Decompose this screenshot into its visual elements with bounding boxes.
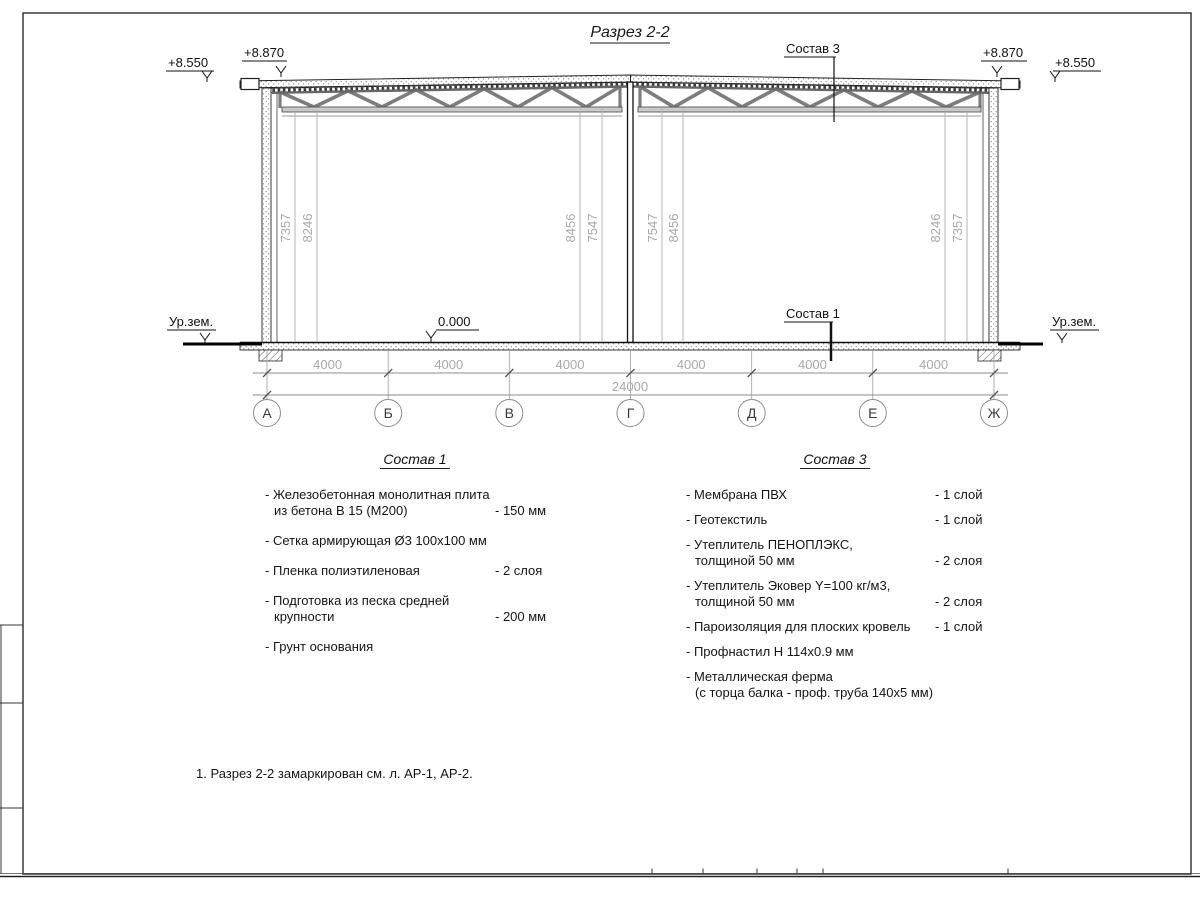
vdim-label: 8456 [666, 213, 681, 243]
wall-right [989, 88, 998, 343]
vdim-label: 7547 [585, 213, 600, 243]
spec-item [686, 512, 1016, 528]
spec-item [686, 619, 1016, 635]
bay-dim-label: 4000 [676, 357, 706, 372]
elevation-arrow-icon [276, 66, 286, 77]
zero-level-label: 0.000 [438, 314, 471, 329]
spec-value: - 2 слоя [495, 563, 543, 578]
callout-sostav1: Состав 1 [786, 306, 840, 321]
spec-line: - Геотекстиль [686, 512, 768, 527]
bottom-chord-left [282, 107, 622, 112]
spec-line: - Пароизоляция для плоских кровель [686, 619, 911, 634]
elevation-right-outer: +8.550 [1055, 55, 1096, 70]
bay-dim-label: 4000 [434, 357, 464, 372]
spec-line: - Мембрана ПВХ [686, 487, 787, 502]
sheet-frame [0, 13, 1200, 877]
spec-line: - Пленка полиэтиленовая [265, 563, 420, 578]
spec-value: - 1 слой [935, 487, 983, 502]
axis-letter: Д [746, 405, 757, 421]
elevation-arrow-icon [1050, 71, 1060, 82]
ground-level-label-left: Ур.зем. [169, 314, 214, 329]
spec-value: - 1 слой [935, 619, 983, 634]
bay-dim-label: 4000 [313, 357, 343, 372]
elevation-arrow-icon [992, 66, 1002, 77]
total-dim-label: 24000 [611, 379, 649, 394]
spec-item [686, 537, 1016, 569]
spec-line: - Грунт основания [265, 639, 374, 654]
spec-line: - Подготовка из песка средней [265, 593, 450, 608]
vdim-label: 8246 [300, 213, 315, 243]
elevation-arrow-icon [200, 333, 210, 343]
vdim-label: 8246 [928, 213, 943, 243]
spec-line: (с торца балка - проф. труба 140х5 мм) [695, 685, 934, 700]
drawing-note: 1. Разрез 2-2 замаркирован см. л. АР-1, АР-2. [196, 766, 473, 781]
drawing-title [590, 24, 670, 43]
axis-letter: Ж [987, 405, 1001, 421]
spec-item [265, 487, 575, 519]
axis-letter: А [262, 405, 272, 421]
eave-cap-right [1001, 79, 1019, 90]
axis-bubbles [254, 400, 1008, 427]
spec-line: толщиной 50 мм [695, 553, 795, 568]
drawing-title-text: Разрез 2-2 [590, 24, 670, 41]
center-column [628, 82, 634, 343]
spec-line: из бетона В 15 (М200) [274, 503, 408, 518]
spec-value: - 1 слой [935, 512, 983, 527]
eave-cap-left [241, 79, 259, 90]
elevation-arrow-icon [426, 331, 436, 342]
vdim-label: 8456 [563, 213, 578, 243]
vdim-label: 7357 [950, 213, 965, 243]
spec-item [686, 669, 1016, 701]
spec-item [265, 593, 575, 625]
sostav3-list [686, 487, 1016, 710]
vertical-dim-labels [278, 214, 965, 243]
axis-letter: Б [383, 405, 393, 421]
sostav1-heading [340, 451, 490, 467]
sostav1-heading-text: Состав 1 [380, 451, 449, 469]
elevation-arrow-icon [202, 71, 212, 82]
wall-left [262, 88, 271, 343]
spec-item [686, 644, 1016, 660]
ground-level-label-right: Ур.зем. [1052, 314, 1097, 329]
spec-item [686, 578, 1016, 610]
sostav3-heading-text: Состав 3 [800, 451, 869, 469]
spec-item [265, 563, 575, 579]
elevation-left-inner: +8.870 [244, 45, 285, 60]
vdim-label: 7547 [645, 213, 660, 243]
spec-line: - Утеплитель ПЕНОПЛЭКС, [686, 537, 853, 552]
spec-item [265, 533, 575, 549]
elevation-right-inner: +8.870 [983, 45, 1024, 60]
spec-item [265, 639, 575, 655]
foundation-right [978, 350, 1001, 361]
vdim-label: 7357 [278, 213, 293, 243]
spec-line: - Утеплитель Эковер Y=100 кг/м3, [686, 578, 891, 593]
elevation-arrow-icon [1057, 333, 1067, 343]
spec-line: - Железобетонная монолитная плита [265, 487, 490, 502]
dimension-chain [253, 350, 1008, 400]
spec-value: - 150 мм [495, 503, 547, 518]
sostav1-list [265, 487, 575, 669]
bay-dim-label: 4000 [919, 357, 949, 372]
spec-line: - Сетка армирующая Ø3 100х100 мм [265, 533, 487, 548]
spec-value: - 200 мм [495, 609, 547, 624]
spec-item [686, 487, 1016, 503]
bay-dim-label: 4000 [555, 357, 585, 372]
spec-value: - 2 слоя [935, 553, 983, 568]
bottom-chord-right [638, 107, 981, 112]
axis-letter: В [504, 405, 514, 421]
spec-line: крупности [274, 609, 335, 624]
bay-dim-label: 4000 [797, 357, 827, 372]
spec-value: - 2 слоя [935, 594, 983, 609]
axis-letter: Е [868, 405, 878, 421]
foundation-left [259, 350, 282, 361]
floor-slab [240, 343, 1020, 351]
spec-line: - Металлическая ферма [686, 669, 833, 684]
spec-line: - Профнастил Н 114х0.9 мм [686, 644, 854, 659]
axis-letter: Г [626, 405, 635, 421]
sostav3-heading [760, 451, 910, 467]
spec-line: толщиной 50 мм [695, 594, 795, 609]
callout-sostav3: Состав 3 [786, 41, 840, 56]
elevation-left-outer: +8.550 [168, 55, 209, 70]
